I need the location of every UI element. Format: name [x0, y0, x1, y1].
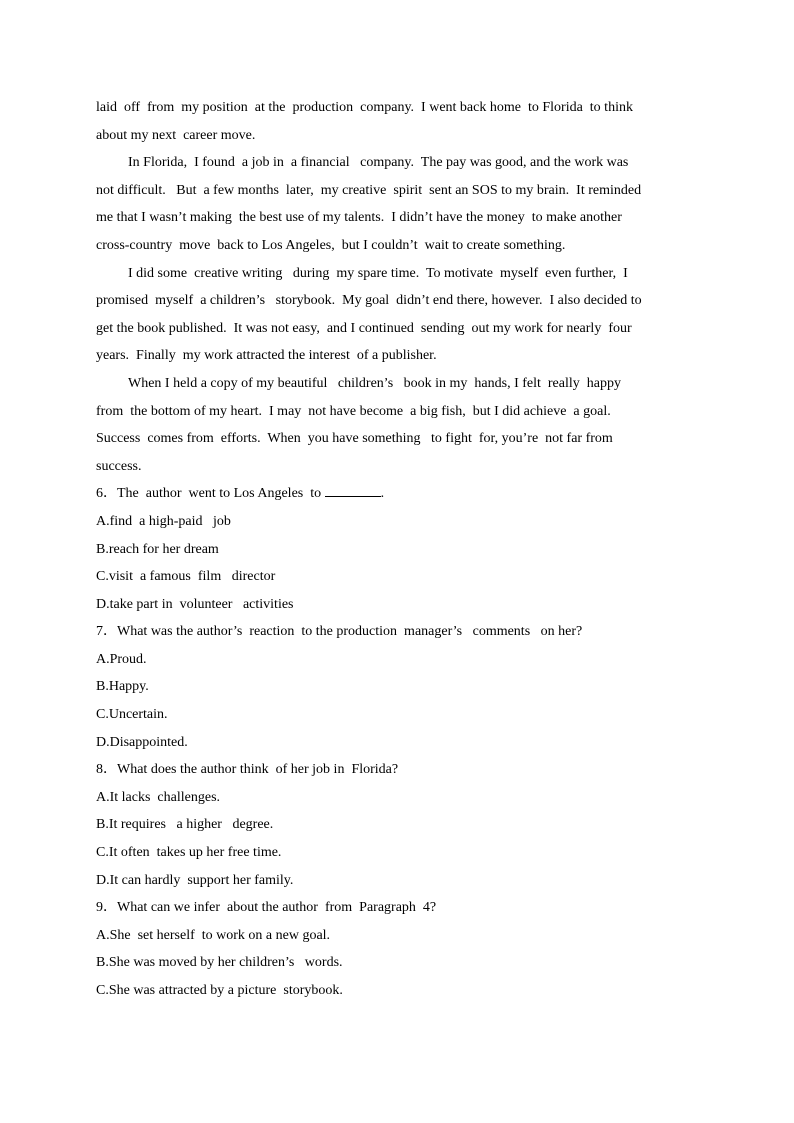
- passage-line: years. Finally my work attracted the interest of a publisher.: [96, 348, 437, 364]
- document-content: [96, 94, 696, 1005]
- question-6: [96, 480, 696, 618]
- passage-line: success.: [96, 458, 142, 474]
- answer-option-c[interactable]: C.It often takes up her free time.: [96, 845, 282, 861]
- answer-option-c[interactable]: C.visit a famous film director: [96, 569, 276, 585]
- question-text: The author went to Los Angeles to: [117, 486, 325, 502]
- reading-passage: [96, 94, 696, 480]
- answer-option-b[interactable]: B.reach for her dream: [96, 541, 219, 557]
- answer-option-c[interactable]: C.Uncertain.: [96, 707, 168, 723]
- answer-blank: [325, 482, 381, 497]
- answer-option-d[interactable]: D.Disappointed.: [96, 734, 188, 750]
- question-text-tail: .: [380, 486, 385, 502]
- answer-option-b[interactable]: B.Happy.: [96, 679, 149, 695]
- question-7: [96, 618, 696, 756]
- question-number: 7．: [96, 624, 117, 640]
- question-stem: [96, 756, 696, 784]
- question-number: 9．: [96, 900, 117, 916]
- passage-line: not difficult. But a few months later, my creative spirit sent an SOS to my brain. It reminded: [96, 182, 642, 198]
- question-text: What can we infer about the author from Paragraph 4?: [117, 900, 437, 916]
- answer-option-d[interactable]: D.take part in volunteer activities: [96, 596, 294, 612]
- answer-option-b[interactable]: B.It requires a higher degree.: [96, 817, 274, 833]
- passage-line: In Florida, I found a job in a financial company. The pay was good, and the work was: [128, 155, 629, 171]
- question-stem: [96, 618, 696, 646]
- question-text: What was the author’s reaction to the production manager’s comments on her?: [117, 624, 583, 640]
- question-9: [96, 894, 696, 1004]
- passage-line: promised myself a children’s storybook. My goal didn’t end there, however. I also decided to: [96, 293, 642, 309]
- passage-line: When I held a copy of my beautiful children’s book in my hands, I felt really happy: [128, 375, 621, 391]
- question-number: 8．: [96, 762, 117, 778]
- answer-option-a[interactable]: A.It lacks challenges.: [96, 789, 221, 805]
- passage-line: me that I wasn’t making the best use of my talents. I didn’t have the money to make another: [96, 210, 622, 226]
- question-8: [96, 756, 696, 894]
- passage-line: Success comes from efforts. When you have something to fight for, you’re not far from: [96, 431, 613, 447]
- question-text: What does the author think of her job in Florida?: [117, 762, 399, 778]
- answer-option-d[interactable]: D.It can hardly support her family.: [96, 872, 294, 888]
- passage-line: from the bottom of my heart. I may not have become a big fish, but I did achieve a goal.: [96, 403, 611, 419]
- answer-option-c[interactable]: C.She was attracted by a picture storybook.: [96, 983, 343, 998]
- question-number: 6．: [96, 486, 117, 502]
- passage-line: about my next career move.: [96, 127, 256, 143]
- answer-option-a[interactable]: A.find a high-paid job: [96, 513, 231, 529]
- passage-line: laid off from my position at the production company. I went back home to Florida to think: [96, 100, 633, 115]
- question-stem: [96, 480, 696, 508]
- answer-option-a[interactable]: A.She set herself to work on a new goal.: [96, 927, 331, 943]
- passage-line: cross-country move back to Los Angeles, but I couldn’t wait to create something.: [96, 237, 566, 253]
- passage-line: I did some creative writing during my spare time. To motivate myself even further, I: [128, 265, 628, 281]
- passage-line: get the book published. It was not easy, and I continued sending out my work for nearly four: [96, 320, 632, 336]
- answer-option-b[interactable]: B.She was moved by her children’s words.: [96, 955, 343, 971]
- answer-option-a[interactable]: A.Proud.: [96, 651, 147, 667]
- question-stem: [96, 894, 696, 922]
